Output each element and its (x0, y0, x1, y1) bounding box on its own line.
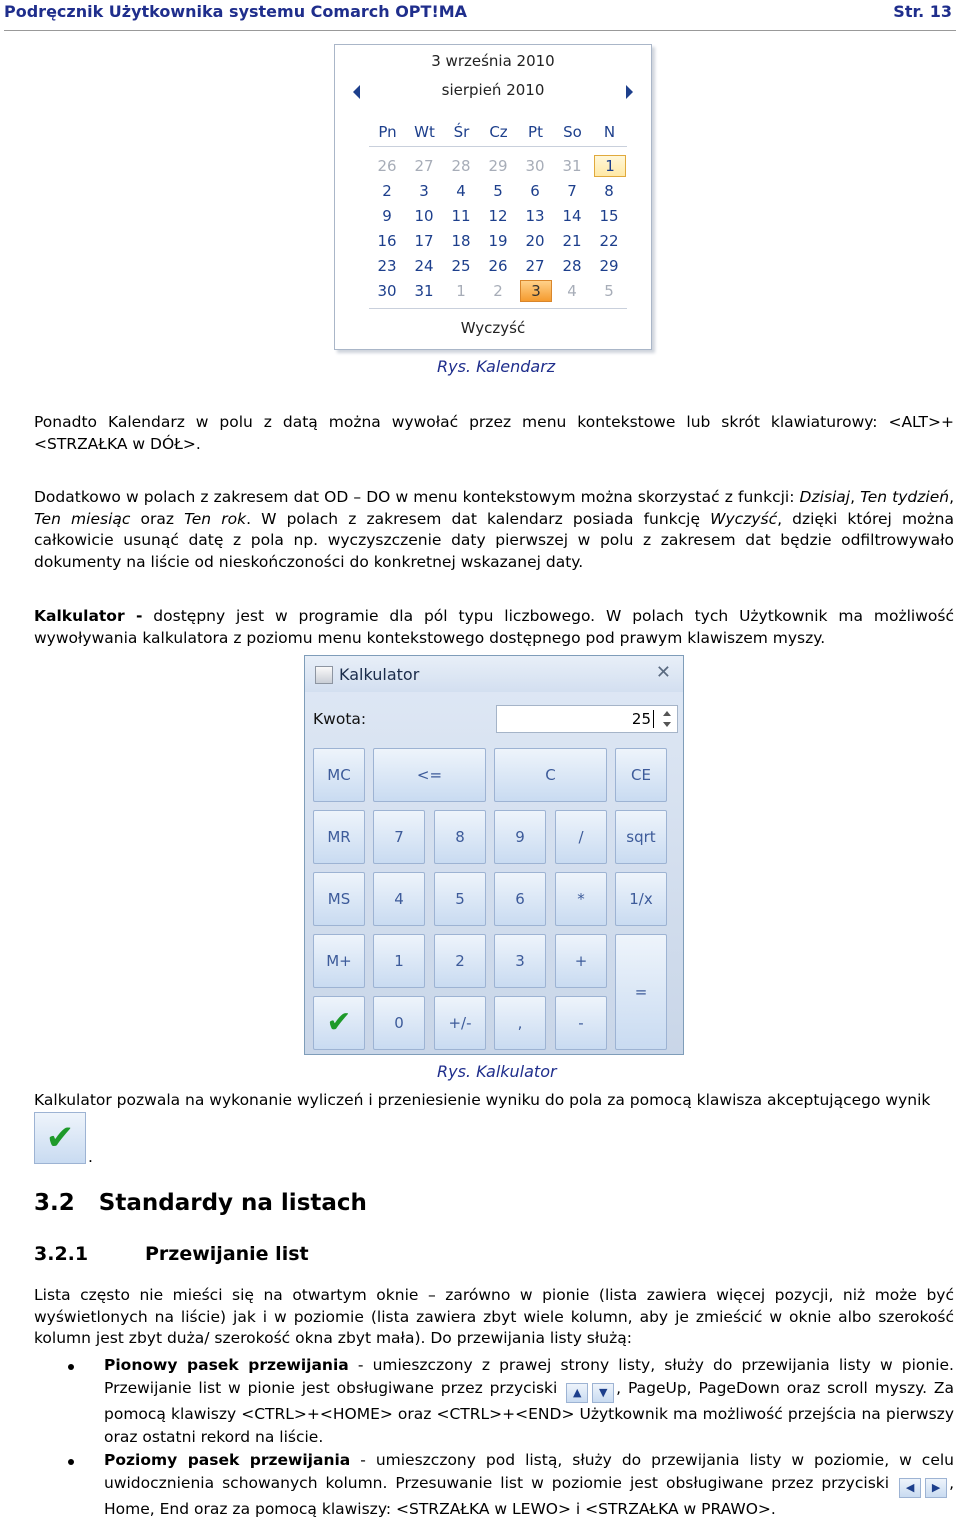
spin-down-icon[interactable] (663, 722, 671, 727)
scroll-up-arrow-icon: ▲ (566, 1383, 588, 1403)
calendar-day[interactable]: 2 (493, 282, 503, 300)
digit-5-button[interactable] (434, 872, 486, 926)
calendar-day[interactable]: 12 (488, 207, 508, 225)
calendar-day[interactable]: 1 (456, 282, 466, 300)
calendar-day[interactable]: 11 (451, 207, 471, 225)
calendar-divider (369, 308, 627, 309)
key-label: 2 (455, 952, 465, 970)
calendar-day[interactable]: 1 (594, 155, 626, 177)
key-label: 8 (455, 828, 465, 846)
key-label: = (634, 983, 648, 1001)
calendar-day[interactable]: 27 (414, 157, 434, 175)
accept-button[interactable] (313, 996, 365, 1050)
sentence-end: . (88, 1148, 93, 1166)
bullet-dot (68, 1459, 74, 1465)
bullet-horizontal-scrollbar: Poziomy pasek przewijania - umieszczony pod listą, służy do przewijania listy w poziomie, w celu uwidocznienia schowanych kolumn. Przesuwanie list w poziomie jest obsługiwane przez przyciski ◀ ▶ , Home, End oraz za pomocą klawiszy: <STRZAŁKA w LEWO> i <STRZAŁKA w PRAWO>. (104, 1451, 954, 1518)
calendar-day[interactable]: 15 (599, 207, 619, 225)
calendar-widget (334, 44, 652, 350)
weekday-header: So (563, 123, 582, 141)
scroll-right-arrow-icon: ▶ (925, 1478, 947, 1498)
ms-button[interactable] (313, 872, 365, 926)
equals-button[interactable] (615, 934, 667, 1050)
page-header (4, 0, 956, 31)
key-label: - (578, 1014, 584, 1032)
text-caret (653, 710, 654, 728)
calendar-day[interactable]: 23 (377, 257, 397, 275)
weekday-header: N (603, 123, 616, 141)
key-label: sqrt (626, 828, 656, 846)
calendar-day[interactable]: 19 (488, 232, 508, 250)
paragraph-calculator-intro: Kalkulator - dostępny jest w programie dla pól typu liczbowego. W polach tych Użytkownik ma możliwość wywoływania kalkulatora z poziomu menu kontekstowego dostępnego pod prawym klawiszem myszy. (34, 607, 954, 647)
subtract-button[interactable] (555, 996, 607, 1050)
calendar-month-label[interactable]: sierpień 2010 (441, 81, 545, 99)
key-label: 9 (515, 828, 525, 846)
calendar-day[interactable]: 26 (488, 257, 508, 275)
calendar-day[interactable]: 28 (451, 157, 471, 175)
key-label: C (545, 766, 556, 784)
page-number: Str. 13 (893, 2, 952, 21)
calendar-day[interactable]: 28 (562, 257, 582, 275)
paragraph-date-range: Dodatkowo w polach z zakresem dat OD – DO w menu kontekstowym można skorzystać z funkcji: Dzisiaj, Ten tydzień, Ten miesiąc oraz Ten rok. W polach z zakresem dat kalendarz posiada funkcję Wyczyść, dzięki której można całkowicie usunąć datę z pola np. wyczyszczenie daty pierwszej w polu z zakresem dat będzie odfiltrowywało dokumenty na liście od nieskończoności do konkretnej wskazanej daty. (34, 488, 955, 571)
checkmark-icon: ✔ (326, 1005, 352, 1040)
amount-value: 25 (631, 710, 651, 728)
calendar-day[interactable]: 22 (599, 232, 619, 250)
add-button[interactable] (555, 934, 607, 988)
weekday-header: Pt (528, 123, 543, 141)
calendar-today-label[interactable]: 3 września 2010 (431, 52, 555, 70)
calendar-day[interactable]: 26 (377, 157, 397, 175)
bullet-vertical-scrollbar: Pionowy pasek przewijania - umieszczony z prawej strony listy, służy do przewijania listy w pionie. Przewijanie list w pionie jest obsługiwane przez przyciski ▲ ▼ , PageUp, PageDown oraz scroll myszy. Za pomocą klawiszy <CTRL>+<HOME> oraz <CTRL>+<END> Użytkownik ma możliwość przejścia na pierwszy oraz ostatni rekord na liście. (104, 1356, 954, 1446)
key-label: 3 (515, 952, 525, 970)
key-label: 5 (455, 890, 465, 908)
paragraph-calculator-accept: Kalkulator pozwala na wykonanie wyliczeń i przeniesienie wyniku do pola za pomocą klawisza akceptującego wynik (34, 1091, 931, 1109)
calendar-day[interactable]: 16 (377, 232, 397, 250)
next-month-arrow-icon[interactable] (626, 85, 633, 99)
m-plus-button[interactable] (313, 934, 365, 988)
calendar-day[interactable]: 25 (451, 257, 471, 275)
accept-checkmark-icon: ✔ (34, 1112, 86, 1164)
key-label: 6 (515, 890, 525, 908)
calculator-app-icon (315, 666, 333, 684)
clear-entry-button[interactable] (615, 748, 667, 802)
scroll-down-arrow-icon: ▼ (592, 1383, 614, 1403)
calendar-day[interactable]: 30 (377, 282, 397, 300)
amount-spinner[interactable] (661, 709, 673, 729)
calendar-caption: Rys. Kalendarz (437, 357, 556, 376)
calendar-day[interactable]: 24 (414, 257, 434, 275)
calculator-titlebar (305, 656, 683, 692)
key-label: 4 (394, 890, 404, 908)
reciprocal-button[interactable] (615, 872, 667, 926)
key-label: CE (631, 766, 651, 784)
clear-button[interactable] (494, 748, 607, 802)
section-heading: 3.2 Standardy na listach (34, 1190, 367, 1216)
key-label: 7 (394, 828, 404, 846)
digit-6-button[interactable] (494, 872, 546, 926)
calendar-day[interactable]: 10 (414, 207, 434, 225)
calendar-day[interactable]: 9 (382, 207, 392, 225)
weekday-header: Wt (414, 123, 435, 141)
digit-8-button[interactable] (434, 810, 486, 864)
key-label: MS (327, 890, 351, 908)
calendar-day[interactable]: 17 (414, 232, 434, 250)
calculator-window (304, 655, 684, 1055)
close-icon[interactable]: ✕ (655, 662, 671, 683)
key-label: 1/x (629, 890, 653, 908)
amount-label: Kwota: (313, 710, 367, 728)
calendar-clear-button[interactable]: Wyczyść (460, 319, 526, 337)
decimal-button[interactable] (494, 996, 546, 1050)
calendar-divider (369, 146, 627, 147)
digit-1-button[interactable] (373, 934, 425, 988)
scroll-left-arrow-icon: ◀ (899, 1478, 921, 1498)
weekday-header: Cz (489, 123, 508, 141)
calendar-day[interactable]: 4 (567, 282, 577, 300)
key-label: +/- (448, 1014, 472, 1032)
multiply-button[interactable] (555, 872, 607, 926)
negate-button[interactable] (434, 996, 486, 1050)
weekday-header: Pn (378, 123, 397, 141)
mr-button[interactable] (313, 810, 365, 864)
calendar-day[interactable]: 29 (488, 157, 508, 175)
calendar-day[interactable]: 20 (525, 232, 545, 250)
calendar-day[interactable]: 30 (525, 157, 545, 175)
calculator-title: Kalkulator (339, 665, 420, 684)
calendar-day[interactable]: 6 (530, 182, 540, 200)
calendar-day[interactable]: 27 (525, 257, 545, 275)
subsection-heading: 3.2.1 Przewijanie list (34, 1243, 309, 1265)
calendar-day[interactable]: 14 (562, 207, 582, 225)
key-label: <= (416, 766, 443, 784)
calendar-day[interactable]: 29 (599, 257, 619, 275)
digit-7-button[interactable] (373, 810, 425, 864)
calendar-day[interactable]: 5 (493, 182, 503, 200)
calendar-day[interactable]: 7 (567, 182, 577, 200)
paragraph-calendar-shortcut: Ponadto Kalendarz w polu z datą można wywołać przez menu kontekstowe lub skrót klawiaturowy: <ALT>+<STRZAŁKA w DÓŁ>. (34, 413, 954, 453)
key-label: MR (327, 828, 351, 846)
calendar-day[interactable]: 3 (419, 182, 429, 200)
spin-up-icon[interactable] (663, 711, 671, 716)
calendar-day[interactable]: 21 (562, 232, 582, 250)
calendar-day[interactable]: 2 (382, 182, 392, 200)
paragraph-list-scrolling: Lista często nie mieści się na otwartym oknie – zarówno w pionie (lista zawiera więcej pozycji, niż może być wyświetlonych na liście) jak i w poziomie (lista zawiera zbyt wiele kolumn, aby je zmieścić w oknie albo szerokość kolumn jest zbyt duża/ szerokość okna zbyt mała). Do przewijania listy służą: (34, 1286, 954, 1347)
bullet-dot (68, 1364, 74, 1370)
key-label: MC (327, 766, 351, 784)
calendar-day[interactable]: 31 (562, 157, 582, 175)
calendar-day[interactable]: 18 (451, 232, 471, 250)
weekday-header: Śr (453, 123, 470, 141)
calendar-day[interactable]: 5 (604, 282, 614, 300)
calendar-day[interactable]: 3 (520, 280, 552, 302)
digit-3-button[interactable] (494, 934, 546, 988)
amount-input[interactable] (496, 705, 678, 733)
calculator-caption: Rys. Kalkulator (437, 1062, 557, 1081)
key-label: M+ (326, 952, 352, 970)
calendar-day[interactable]: 13 (525, 207, 545, 225)
sqrt-button[interactable] (615, 810, 667, 864)
divide-button[interactable] (555, 810, 607, 864)
calendar-day[interactable]: 4 (456, 182, 466, 200)
key-label: 0 (394, 1014, 404, 1032)
key-label: , (517, 1014, 523, 1032)
document-title: Podręcznik Użytkownika systemu Comarch OPT!MA (4, 2, 468, 21)
key-label: * (577, 890, 585, 908)
digit-0-button[interactable] (373, 996, 425, 1050)
digit-2-button[interactable] (434, 934, 486, 988)
calendar-day[interactable]: 31 (414, 282, 434, 300)
backspace-button[interactable] (373, 748, 486, 802)
digit-9-button[interactable] (494, 810, 546, 864)
calendar-day[interactable]: 8 (604, 182, 614, 200)
key-label: 1 (394, 952, 404, 970)
digit-4-button[interactable] (373, 872, 425, 926)
mc-button[interactable] (313, 748, 365, 802)
key-label: + (574, 952, 588, 970)
key-label: / (578, 828, 584, 846)
